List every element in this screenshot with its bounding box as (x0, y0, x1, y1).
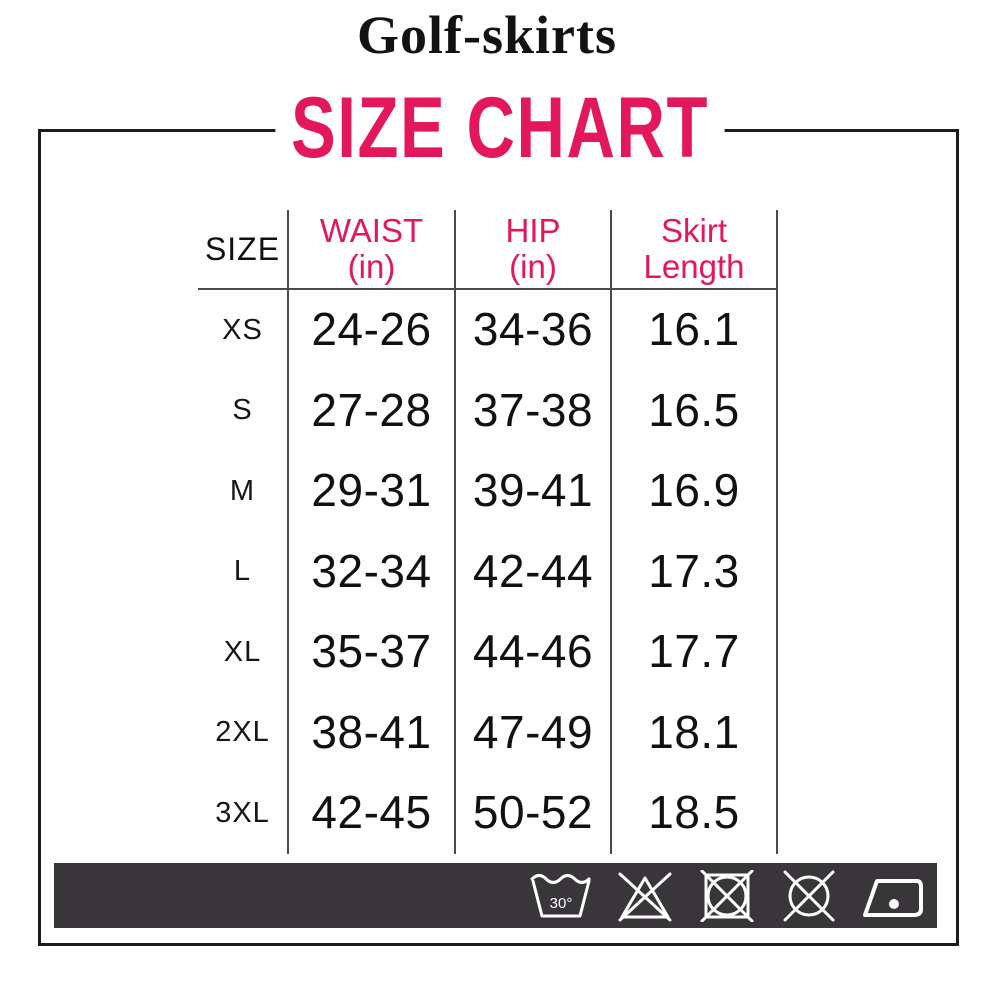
hip-value: 44-46 (454, 612, 610, 693)
do-not-bleach-icon (614, 870, 676, 922)
size-label: 3XL (215, 796, 270, 829)
table-row (198, 532, 778, 613)
header-cell-waist: WAIST (in) (287, 210, 454, 288)
machine-wash-30-icon (529, 870, 593, 922)
hip-value: 42-44 (454, 532, 610, 613)
iron-icon (861, 870, 927, 922)
do-not-dry-clean-icon (778, 870, 840, 922)
skirt-length-value: 16.5 (610, 371, 778, 452)
size-label: XS (222, 313, 263, 346)
do-not-tumble-dry-icon (697, 870, 757, 922)
brand-title: Golf-skirts (357, 5, 617, 65)
header-cell-skirt-length: Skirt Length (610, 210, 778, 288)
header-cell-size: SIZE (204, 230, 281, 267)
hip-value: 50-52 (454, 773, 610, 854)
care-instructions-bar (54, 863, 937, 928)
size-label: S (232, 394, 253, 427)
waist-value: 29-31 (287, 451, 454, 532)
size-table (198, 210, 778, 854)
hip-value: 47-49 (454, 693, 610, 774)
skirt-length-value: 17.7 (610, 612, 778, 693)
skirt-length-value: 16.9 (610, 451, 778, 532)
skirt-length-value: 17.3 (610, 532, 778, 613)
hip-value: 37-38 (454, 371, 610, 452)
table-row (198, 290, 778, 371)
svg-text:30°: 30° (549, 894, 573, 912)
waist-value: 42-45 (287, 773, 454, 854)
waist-value: 32-34 (287, 532, 454, 613)
skirt-length-value: 18.1 (610, 693, 778, 774)
waist-value: 24-26 (287, 290, 454, 371)
skirt-length-value: 18.5 (610, 773, 778, 854)
waist-value: 35-37 (287, 612, 454, 693)
skirt-length-value: 16.1 (610, 290, 778, 371)
size-label: M (229, 474, 256, 507)
waist-value: 38-41 (287, 693, 454, 774)
table-row (198, 773, 778, 854)
waist-value: 27-28 (287, 371, 454, 452)
page-title (212, 80, 788, 176)
table-header-row (198, 210, 778, 290)
hip-value: 39-41 (454, 451, 610, 532)
hip-value: 34-36 (454, 290, 610, 371)
table-row (198, 612, 778, 693)
size-label: L (233, 555, 252, 588)
header-cell-hip: HIP (in) (454, 210, 610, 288)
table-row (198, 693, 778, 774)
size-label: 2XL (215, 716, 270, 749)
page-title-text: SIZE CHART (275, 85, 724, 171)
size-label: XL (223, 635, 262, 668)
table-row (198, 451, 778, 532)
table-row (198, 371, 778, 452)
